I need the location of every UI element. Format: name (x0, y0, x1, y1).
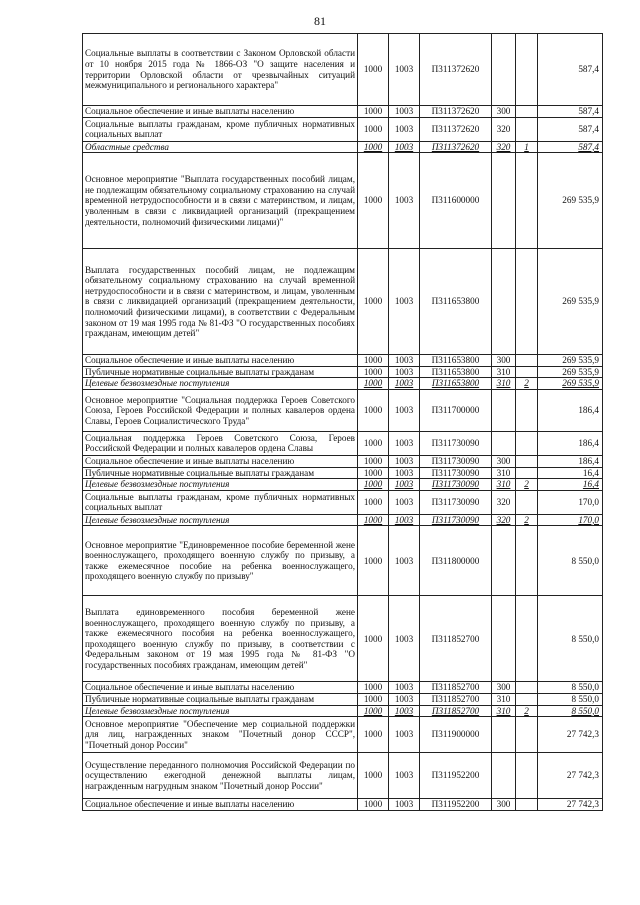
target-article-code: П311952200 (420, 753, 492, 799)
amount-value: 186,4 (538, 389, 603, 431)
source-code (516, 455, 538, 467)
section-code: 1000 (358, 526, 389, 596)
target-article-code: П311730090 (420, 455, 492, 467)
subsection-code: 1003 (389, 431, 420, 455)
table-row (83, 467, 603, 479)
table-row (83, 378, 603, 390)
source-code (516, 526, 538, 596)
amount-value: 170,0 (538, 514, 603, 526)
amount-value: 170,0 (538, 490, 603, 514)
row-name: Социальное обеспечение и иные выплаты населению (83, 106, 358, 118)
source-code (516, 431, 538, 455)
subsection-code: 1003 (389, 34, 420, 106)
section-code: 1000 (358, 467, 389, 479)
target-article-code: П311653800 (420, 378, 492, 390)
subsection-code: 1003 (389, 389, 420, 431)
subsection-code: 1003 (389, 366, 420, 378)
subsection-code: 1003 (389, 799, 420, 811)
section-code: 1000 (358, 693, 389, 705)
table-row (83, 490, 603, 514)
target-article-code: П311730090 (420, 467, 492, 479)
target-article-code: П311653800 (420, 366, 492, 378)
subsection-code: 1003 (389, 596, 420, 682)
expense-type-code (492, 596, 516, 682)
amount-value: 8 550,0 (538, 682, 603, 694)
expense-type-code: 300 (492, 355, 516, 367)
source-code (516, 34, 538, 106)
budget-table (82, 33, 603, 811)
table-row (83, 389, 603, 431)
row-name: Публичные нормативные социальные выплаты гражданам (83, 693, 358, 705)
expense-type-code (492, 249, 516, 355)
expense-type-code: 300 (492, 682, 516, 694)
source-code: 2 (516, 378, 538, 390)
section-code: 1000 (358, 717, 389, 753)
expense-type-code: 300 (492, 799, 516, 811)
subsection-code: 1003 (389, 526, 420, 596)
source-code (516, 717, 538, 753)
row-name: Публичные нормативные социальные выплаты гражданам (83, 366, 358, 378)
expense-type-code: 320 (492, 490, 516, 514)
target-article-code: П311730090 (420, 514, 492, 526)
target-article-code: П311952200 (420, 799, 492, 811)
amount-value: 16,4 (538, 479, 603, 491)
row-name: Основное мероприятие "Социальная поддержка Героев Советского Союза, Героев Российской Федерации и полных кавалеров ордена Славы, Героев Социалистического Труда" (83, 389, 358, 431)
table-row (83, 693, 603, 705)
subsection-code: 1003 (389, 378, 420, 390)
target-article-code: П311372620 (420, 117, 492, 141)
row-name: Основное мероприятие "Единовременное пособие беременной жене военнослужащего, проходящего военную службу по призыву, а также ежемесячное пособие на ребенка военнослужащего, проходящего военную службу по призыву" (83, 526, 358, 596)
amount-value: 587,4 (538, 141, 603, 153)
source-code (516, 596, 538, 682)
subsection-code: 1003 (389, 249, 420, 355)
table-row (83, 682, 603, 694)
row-name: Социальное обеспечение и иные выплаты населению (83, 355, 358, 367)
subsection-code: 1003 (389, 717, 420, 753)
amount-value: 587,4 (538, 34, 603, 106)
expense-type-code (492, 34, 516, 106)
target-article-code: П311730090 (420, 479, 492, 491)
target-article-code: П311730090 (420, 431, 492, 455)
table-row (83, 141, 603, 153)
source-code (516, 249, 538, 355)
section-code: 1000 (358, 479, 389, 491)
target-article-code: П311900000 (420, 717, 492, 753)
table-row (83, 717, 603, 753)
table-row (83, 366, 603, 378)
section-code: 1000 (358, 455, 389, 467)
row-name: Выплата единовременного пособия беременной жене военнослужащего, проходящего военную службу по призыву, а также ежемесячного пособия на ребенка военнослужащего, проходящего военную службу по призыву, в соответствии с Федеральным законом от 19 мая 1995 года № 81-ФЗ "О государственных пособиях гражданам, имеющим детей" (83, 596, 358, 682)
section-code: 1000 (358, 106, 389, 118)
subsection-code: 1003 (389, 355, 420, 367)
row-name: Основное мероприятие "Обеспечение мер социальной поддержки для лиц, награжденных знаком "Почетный донор СССР", "Почетный донор России" (83, 717, 358, 753)
source-code (516, 153, 538, 249)
row-name: Публичные нормативные социальные выплаты гражданам (83, 467, 358, 479)
section-code: 1000 (358, 682, 389, 694)
source-code (516, 117, 538, 141)
subsection-code: 1003 (389, 141, 420, 153)
row-name: Целевые безвозмездные поступления (83, 705, 358, 717)
expense-type-code (492, 389, 516, 431)
target-article-code: П311372620 (420, 106, 492, 118)
subsection-code: 1003 (389, 705, 420, 717)
amount-value: 27 742,3 (538, 753, 603, 799)
expense-type-code: 310 (492, 705, 516, 717)
target-article-code: П311372620 (420, 141, 492, 153)
expense-type-code (492, 753, 516, 799)
section-code: 1000 (358, 431, 389, 455)
amount-value: 186,4 (538, 431, 603, 455)
section-code: 1000 (358, 153, 389, 249)
row-name: Социальные выплаты в соответствии с Законом Орловской области от 10 ноября 2015 года № 1866-ОЗ "О защите населения и территории Орловской области от чрезвычайных ситуаций межмуниципального и регионального характера" (83, 34, 358, 106)
expense-type-code: 310 (492, 378, 516, 390)
row-name: Основное мероприятие "Выплата государственных пособий лицам, не подлежащим обязательному социальному страхованию на случай временной нетрудоспособности и в связи с материнством, и лицам, уволенным в связи с ликвидацией организаций (прекращением деятельности, полномочий физическими лицами)" (83, 153, 358, 249)
source-code: 1 (516, 141, 538, 153)
table-row (83, 526, 603, 596)
target-article-code: П311372620 (420, 34, 492, 106)
amount-value: 8 550,0 (538, 526, 603, 596)
subsection-code: 1003 (389, 106, 420, 118)
row-name: Целевые безвозмездные поступления (83, 479, 358, 491)
section-code: 1000 (358, 514, 389, 526)
section-code: 1000 (358, 141, 389, 153)
amount-value: 186,4 (538, 455, 603, 467)
amount-value: 587,4 (538, 106, 603, 118)
subsection-code: 1003 (389, 514, 420, 526)
source-code (516, 389, 538, 431)
subsection-code: 1003 (389, 455, 420, 467)
section-code: 1000 (358, 117, 389, 141)
subsection-code: 1003 (389, 479, 420, 491)
section-code: 1000 (358, 355, 389, 367)
source-code (516, 467, 538, 479)
source-code (516, 753, 538, 799)
expense-type-code (492, 431, 516, 455)
expense-type-code: 300 (492, 455, 516, 467)
table-row (83, 355, 603, 367)
section-code: 1000 (358, 366, 389, 378)
expense-type-code: 310 (492, 479, 516, 491)
table-row (83, 117, 603, 141)
expense-type-code: 310 (492, 366, 516, 378)
target-article-code: П311653800 (420, 249, 492, 355)
source-code (516, 355, 538, 367)
table-row (83, 753, 603, 799)
table-row (83, 596, 603, 682)
section-code: 1000 (358, 490, 389, 514)
table-row (83, 431, 603, 455)
table-row (83, 249, 603, 355)
source-code: 2 (516, 514, 538, 526)
section-code: 1000 (358, 799, 389, 811)
table-row (83, 479, 603, 491)
source-code (516, 490, 538, 514)
amount-value: 587,4 (538, 117, 603, 141)
source-code (516, 799, 538, 811)
table-row (83, 153, 603, 249)
section-code: 1000 (358, 705, 389, 717)
section-code: 1000 (358, 389, 389, 431)
source-code (516, 682, 538, 694)
expense-type-code (492, 717, 516, 753)
table-row (83, 106, 603, 118)
row-name: Осуществление переданного полномочия Российской Федерации по осуществлению ежегодной денежной выплаты лицам, награжденным нагрудным знаком "Почетный донор России" (83, 753, 358, 799)
subsection-code: 1003 (389, 467, 420, 479)
amount-value: 269 535,9 (538, 366, 603, 378)
section-code: 1000 (358, 753, 389, 799)
table-row (83, 34, 603, 106)
amount-value: 16,4 (538, 467, 603, 479)
subsection-code: 1003 (389, 682, 420, 694)
expense-type-code: 320 (492, 514, 516, 526)
expense-type-code: 320 (492, 141, 516, 153)
amount-value: 8 550,0 (538, 596, 603, 682)
expense-type-code (492, 153, 516, 249)
target-article-code: П311852700 (420, 682, 492, 694)
amount-value: 269 535,9 (538, 249, 603, 355)
target-article-code: П311800000 (420, 526, 492, 596)
row-name: Областные средства (83, 141, 358, 153)
target-article-code: П311730090 (420, 490, 492, 514)
source-code: 2 (516, 479, 538, 491)
expense-type-code: 320 (492, 117, 516, 141)
table-row (83, 799, 603, 811)
table-row (83, 705, 603, 717)
section-code: 1000 (358, 378, 389, 390)
target-article-code: П311700000 (420, 389, 492, 431)
source-code (516, 366, 538, 378)
row-name: Целевые безвозмездные поступления (83, 514, 358, 526)
row-name: Социальное обеспечение и иные выплаты населению (83, 682, 358, 694)
row-name: Социальное обеспечение и иные выплаты населению (83, 799, 358, 811)
subsection-code: 1003 (389, 153, 420, 249)
row-name: Социальное обеспечение и иные выплаты населению (83, 455, 358, 467)
source-code: 2 (516, 705, 538, 717)
target-article-code: П311852700 (420, 705, 492, 717)
row-name: Социальные выплаты гражданам, кроме публичных нормативных социальных выплат (83, 490, 358, 514)
subsection-code: 1003 (389, 693, 420, 705)
amount-value: 269 535,9 (538, 355, 603, 367)
section-code: 1000 (358, 596, 389, 682)
row-name: Социальные выплаты гражданам, кроме публичных нормативных социальных выплат (83, 117, 358, 141)
section-code: 1000 (358, 249, 389, 355)
amount-value: 27 742,3 (538, 717, 603, 753)
amount-value: 8 550,0 (538, 693, 603, 705)
row-name: Социальная поддержка Героев Советского Союза, Героев Российской Федерации и полных кавалеров ордена Славы (83, 431, 358, 455)
expense-type-code: 310 (492, 693, 516, 705)
source-code (516, 693, 538, 705)
target-article-code: П311852700 (420, 693, 492, 705)
amount-value: 269 535,9 (538, 153, 603, 249)
row-name: Выплата государственных пособий лицам, не подлежащим обязательному социальному страхованию на случай временной нетрудоспособности и в связи с материнством, и лицам, уволенным в связи с ликвидацией организаций (прекращением деятельности, полномочий физическими лицами), в соответствии с Федеральным законом от 19 мая 1995 года № 81-ФЗ "О государственных пособиях гражданам, имеющим детей" (83, 249, 358, 355)
subsection-code: 1003 (389, 753, 420, 799)
amount-value: 27 742,3 (538, 799, 603, 811)
expense-type-code: 300 (492, 106, 516, 118)
target-article-code: П311852700 (420, 596, 492, 682)
section-code: 1000 (358, 34, 389, 106)
table-row (83, 455, 603, 467)
table-row (83, 514, 603, 526)
target-article-code: П311600000 (420, 153, 492, 249)
subsection-code: 1003 (389, 117, 420, 141)
row-name: Целевые безвозмездные поступления (83, 378, 358, 390)
page-number: 81 (314, 14, 326, 28)
subsection-code: 1003 (389, 490, 420, 514)
source-code (516, 106, 538, 118)
expense-type-code (492, 526, 516, 596)
target-article-code: П311653800 (420, 355, 492, 367)
amount-value: 269 535,9 (538, 378, 603, 390)
expense-type-code: 310 (492, 467, 516, 479)
amount-value: 8 550,0 (538, 705, 603, 717)
